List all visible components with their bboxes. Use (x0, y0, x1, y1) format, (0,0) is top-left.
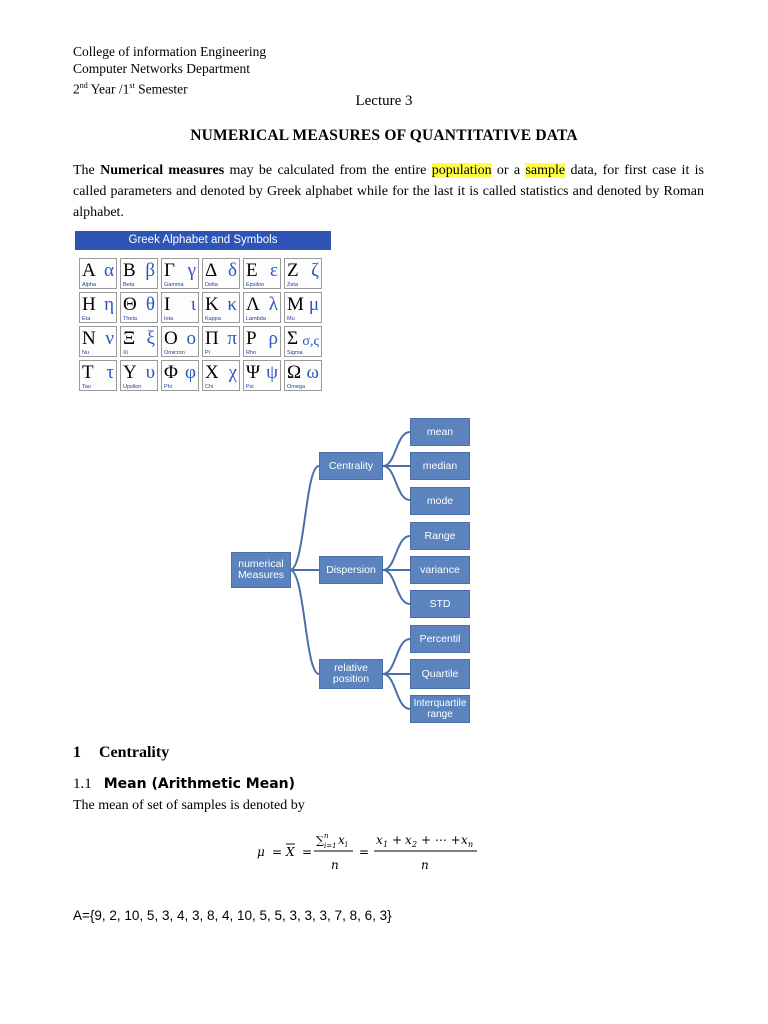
greek-name: Eta (82, 316, 91, 322)
greek-name: Omega (287, 384, 306, 390)
greek-lower: ω (306, 362, 319, 383)
greek-lower: ξ (146, 328, 155, 349)
greek-name: Gamma (164, 282, 184, 288)
greek-lower: φ (185, 362, 196, 383)
greek-upper: Υ (123, 362, 137, 383)
lecture-number: Lecture 3 (355, 93, 413, 109)
greek-upper: Ζ (287, 260, 299, 281)
greek-upper: Ο (164, 328, 178, 349)
svg-text:n: n (421, 858, 429, 872)
greek-upper: Π (205, 328, 219, 349)
greek-name: Xi (123, 350, 128, 356)
mean-formula (255, 825, 515, 875)
header-institution: College of information Engineering (73, 44, 267, 59)
greek-upper: Β (123, 260, 136, 281)
greek-name: Omicron (164, 350, 185, 356)
node-median: median (410, 452, 470, 480)
svg-text:n: n (468, 840, 474, 849)
svg-text:+: + (392, 833, 403, 847)
greek-lower: α (104, 260, 114, 281)
node-centrality: Centrality (319, 452, 383, 480)
greek-upper: Η (82, 294, 96, 315)
greek-upper: Ν (82, 328, 96, 349)
greek-upper: Τ (82, 362, 94, 383)
svg-text:x: x (461, 833, 468, 847)
greek-lower: ε (270, 260, 278, 281)
node-percentil: Percentil (410, 625, 470, 653)
greek-lower: σ,ς (302, 334, 319, 349)
greek-lower: γ (187, 260, 196, 281)
svg-text:n: n (331, 858, 339, 872)
greek-name: Tau (82, 384, 91, 390)
svg-text:μ: μ (257, 845, 265, 859)
greek-lower: δ (228, 260, 237, 281)
node-root: numerical Measures (231, 552, 291, 588)
greek-lower: θ (145, 294, 155, 315)
greek-name: Upsilon (123, 384, 142, 390)
greek-name: Chi (205, 384, 214, 390)
svg-text:=: = (272, 845, 283, 859)
svg-text:=: = (359, 845, 370, 859)
svg-text:i=1: i=1 (324, 842, 337, 850)
greek-upper: Μ (287, 294, 304, 315)
greek-lower: ρ (268, 328, 278, 349)
greek-upper: Θ (123, 294, 137, 315)
svg-text:x: x (338, 833, 345, 847)
node-variance: variance (410, 556, 470, 584)
greek-name: Nu (82, 350, 90, 356)
node-mean: mean (410, 418, 470, 446)
greek-lower: β (145, 260, 155, 281)
page-title: NUMERICAL MEASURES OF QUANTITATIVE DATA (190, 127, 578, 144)
greek-upper: Α (82, 260, 96, 281)
greek-upper: Φ (164, 362, 178, 383)
greek-upper: Ι (164, 294, 171, 315)
greek-name: Beta (123, 282, 135, 288)
greek-name: Mu (287, 316, 295, 322)
svg-text:X: X (286, 845, 295, 859)
greek-upper: Γ (164, 260, 175, 281)
svg-text:2: 2 (412, 840, 418, 849)
header-semester: 2nd Year /1st Semester (73, 81, 188, 97)
header-department: Computer Networks Department (73, 61, 250, 76)
greek-lower: π (227, 328, 237, 349)
greek-upper: Κ (205, 294, 219, 315)
greek-lower: ν (105, 328, 114, 349)
greek-upper: Ξ (123, 328, 136, 349)
greek-name: Zeta (287, 282, 299, 288)
highlight-population: population (431, 163, 492, 178)
greek-upper: Δ (205, 260, 218, 281)
data-set-a: A={9, 2, 10, 5, 3, 4, 3, 8, 4, 10, 5, 5, 3, 3, 3, 7, 8, 6, 3} (73, 908, 392, 923)
greek-lower: χ (228, 362, 237, 383)
node-quartile: Quartile (410, 659, 470, 689)
greek-name: Kappa (205, 316, 221, 322)
greek-upper: Λ (246, 294, 260, 315)
greek-lower: ζ (311, 260, 319, 281)
greek-upper: Χ (205, 362, 219, 383)
section-heading-centrality: 1 Centrality (73, 744, 170, 761)
greek-lower: τ (106, 362, 114, 383)
intro-paragraph: The Numerical measures may be calculated from the entire population or a sample data, for first case it is called parameters and denoted by Greek alphabet while for the last it is called statistics and denoted by Roman alphabet. (73, 163, 704, 220)
greek-name: Theta (123, 316, 138, 322)
greek-lower: η (104, 294, 114, 315)
greek-name: Pi (205, 350, 210, 356)
svg-text:n: n (324, 832, 329, 840)
greek-upper: Ρ (246, 328, 257, 349)
svg-text:x: x (405, 833, 412, 847)
highlight-sample: sample (525, 163, 566, 178)
greek-name: Delta (205, 282, 218, 288)
greek-lower: λ (268, 294, 278, 315)
greek-name: Psi (246, 384, 254, 390)
greek-name: Rho (246, 350, 257, 356)
node-std: STD (410, 590, 470, 618)
greek-lower: μ (308, 294, 319, 315)
greek-lower: ο (186, 328, 196, 349)
mean-description: The mean of set of samples is denoted by (73, 798, 305, 813)
svg-text:x: x (376, 833, 383, 847)
greek-name: Epsilon (246, 282, 265, 288)
greek-lower: κ (227, 294, 237, 315)
node-range: Range (410, 522, 470, 550)
greek-name: Iota (164, 316, 174, 322)
greek-table-title: Greek Alphabet and Symbols (75, 231, 331, 250)
svg-text:i: i (345, 840, 348, 849)
greek-upper: Ε (246, 260, 258, 281)
node-mode: mode (410, 487, 470, 515)
greek-name: Phi (164, 384, 172, 390)
node-relative-position: relative position (319, 659, 383, 689)
greek-upper: Σ (287, 328, 299, 349)
greek-upper: Ω (287, 362, 302, 383)
svg-text:+ ⋯ +: + ⋯ + (421, 833, 461, 847)
svg-text:=: = (302, 845, 313, 859)
greek-lower: ψ (266, 362, 278, 383)
greek-name: Sigma (287, 350, 303, 356)
svg-text:∑: ∑ (316, 834, 324, 847)
greek-name: Lambda (246, 316, 266, 322)
node-dispersion: Dispersion (319, 556, 383, 584)
greek-lower: ι (190, 294, 196, 315)
svg-text:1: 1 (383, 840, 389, 849)
greek-upper: Ψ (246, 362, 261, 383)
subsection-heading-mean: 1.1 Mean (Arithmetic Mean) (73, 776, 296, 792)
greek-name: Alpha (82, 282, 97, 288)
node-interquartile-range: Interquartile range (410, 695, 470, 723)
greek-lower: υ (145, 362, 155, 383)
